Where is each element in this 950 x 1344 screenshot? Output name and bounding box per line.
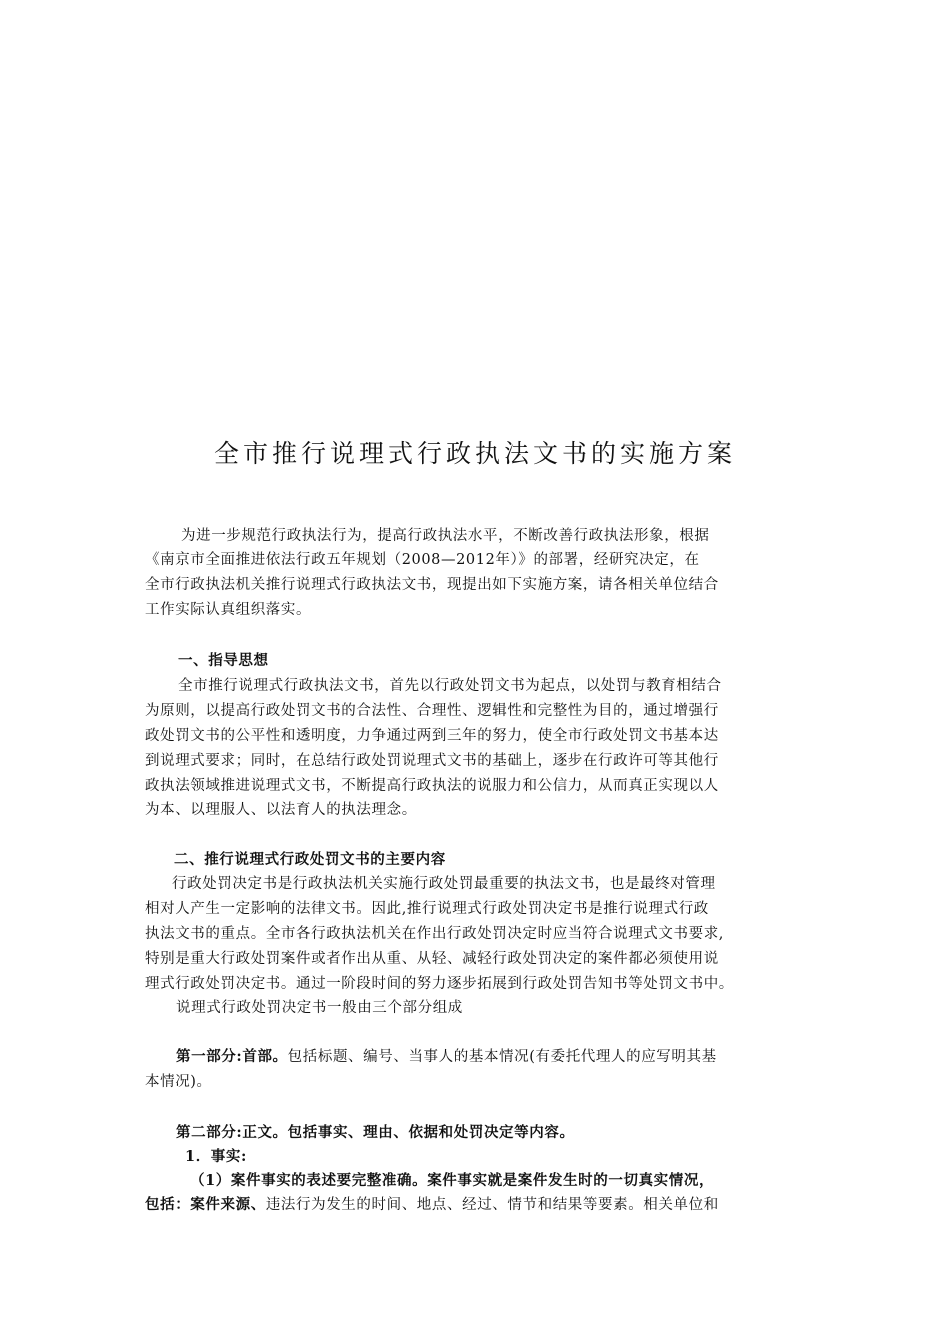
section1-line-2: 为原则，以提高行政处罚文书的合法性、合理性、逻辑性和完整性为目的，通过增强行 bbox=[145, 703, 719, 719]
section2-line-1: 行政处罚决定书是行政执法机关实施行政处罚最重要的执法文书，也是最终对管理 bbox=[172, 876, 716, 892]
section2-line-6: 说理式行政处罚决定书一般由三个部分组成 bbox=[176, 1000, 463, 1016]
section1-heading: 一、指导思想 bbox=[178, 652, 269, 669]
part1-text: 包括标题、编号、当事人的基本情况(有委托代理人的应写明其基 bbox=[287, 1049, 717, 1065]
part1-line-1 bbox=[176, 1047, 717, 1067]
section2-line-4: 特别是重大行政处罚案件或者作出从重、从轻、减轻行政处罚决定的案件都必须使用说 bbox=[145, 951, 719, 967]
section1-line-1: 全市推行说理式行政执法文书，首先以行政处罚文书为起点，以处罚与教育相结合 bbox=[178, 678, 722, 694]
part1-line-2: 本情况)。 bbox=[145, 1074, 212, 1090]
section1-line-3: 政处罚文书的公平性和透明度，力争通过两到三年的努力，使全市行政处罚文书基本达 bbox=[145, 728, 719, 744]
section1-line-6: 为本、以理服人、以法育人的执法理念。 bbox=[145, 802, 417, 818]
part2-item-1-rest: 违法行为发生的时间、地点、经过、情节和结果等要素。相关单位和 bbox=[265, 1197, 719, 1213]
part2-item-1: （1）案件事实的表述要完整准确。案件事实就是案件发生时的一切真实情况， bbox=[190, 1172, 715, 1189]
part2-heading: 第二部分:正文。包括事实、理由、依据和处罚决定等内容。 bbox=[176, 1124, 575, 1141]
part2-sub-facts: 1．事实: bbox=[185, 1148, 247, 1165]
part1-label: 第一部分:首部。 bbox=[176, 1048, 288, 1065]
intro-line-3: 全市行政执法机关推行说理式行政执法文书，现提出如下实施方案，请各相关单位结合 bbox=[145, 577, 719, 593]
section1-line-5: 政执法领域推进说理式文书，不断提高行政执法的说服力和公信力，从而真正实现以人 bbox=[145, 778, 719, 794]
part2-item-1-line-2 bbox=[145, 1195, 719, 1215]
section2-heading: 二、推行说理式行政处罚文书的主要内容 bbox=[174, 851, 446, 868]
document-title: 全市推行说理式行政执法文书的实施方案 bbox=[213, 439, 736, 468]
section2-line-2: 相对人产生一定影响的法律文书。因此,推行说理式行政处罚决定书是推行说理式行政 bbox=[145, 901, 709, 917]
intro-line-4: 工作实际认真组织落实。 bbox=[145, 602, 312, 618]
intro-line-1: 为进一步规范行政执法行为，提高行政执法水平，不断改善行政执法形象，根据 bbox=[181, 528, 710, 544]
part2-item-1-bold: 包括：案件来源、 bbox=[145, 1196, 266, 1213]
section1-line-4: 到说理式要求；同时，在总结行政处罚说理式文书的基础上，逐步在行政许可等其他行 bbox=[145, 753, 719, 769]
section2-line-3: 执法文书的重点。全市各行政执法机关在作出行政处罚决定时应当符合说理式文书要求, bbox=[145, 926, 725, 942]
intro-line-2: 《南京市全面推进依法行政五年规划（2008—2012年）》的部署，经研究决定，在 bbox=[145, 552, 700, 568]
section2-line-5: 理式行政处罚决定书。通过一阶段时间的努力逐步拓展到行政处罚告知书等处罚文书中。 bbox=[145, 976, 734, 992]
